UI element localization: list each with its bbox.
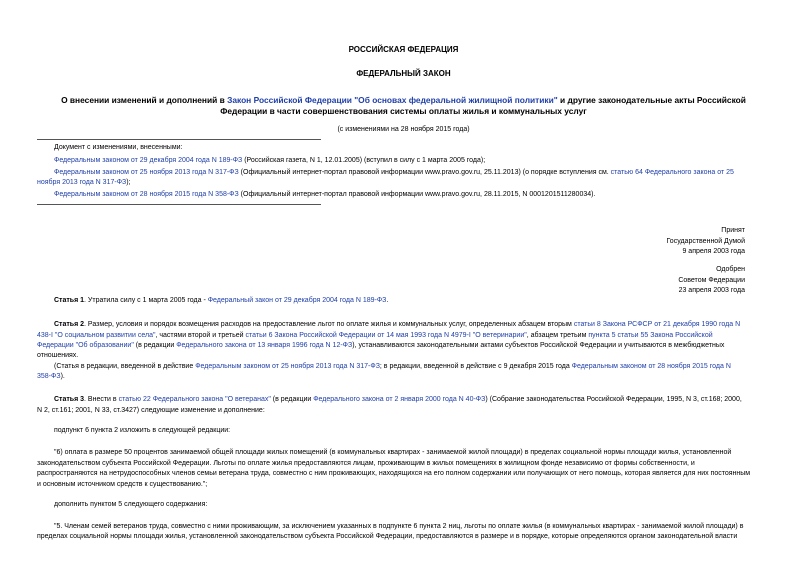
article-label: Статья 3 [54,396,85,403]
amendment-item [54,156,485,167]
article-text: (в редакции [133,342,177,349]
quote-line: пределах социальной нормы площади жилья, установленной законодательством субъекта Российской Федерации, предоставляются в размере и в порядке, которые определяются органом законодательной власти [37,533,738,540]
amendment-item [54,190,595,201]
edition-note: (с изменениями на 28 ноября 2015 года) [337,126,470,133]
adoption-accepted [666,226,745,258]
divider-bottom [37,204,321,205]
article-2 [54,320,740,331]
article-link[interactable]: статью 22 Федерального закона "О ветеранах" [118,396,271,403]
divider-top [37,139,321,140]
amendment-text: (Официальный интернет-портал правовой информации www.pravo.gov.ru, 25.11.2013) (о порядке вступления см. [238,169,611,176]
amendment-link[interactable]: статью 64 Федерального закона от 25 [610,169,734,176]
article-text: ) (Собрание законодательства Российской Федерации, 1995, N 3, ст.168; 2000, [485,396,742,403]
amendment-link[interactable]: Федеральным законом от 29 декабря 2004 года N 189-ФЗ [54,157,243,164]
quote-line: законодательством субъекта Российской Федерации. Льготы по оплате жилья предоставляются лицам, проживающим в жилых помещениях в жилищном фонде независимо от формы собственности, и [37,460,695,467]
article-text: ), устанавливаются законодательными актами субъектов Российской Федерации и учитываются в межбюджетных [352,342,725,349]
article-2-line [37,331,713,342]
amendment-link[interactable]: Федеральным законом от 28 ноября 2015 года N 358-ФЗ [54,191,239,198]
title-law-link[interactable]: Закон Российской Федерации "Об основах федеральной жилищной политики" [227,95,558,105]
title-suffix: и другие законодательные акты Российской [557,95,746,105]
article-3 [54,395,742,406]
amendments-heading: Документ с изменениями, внесенными: [54,144,183,151]
quote-line: "6) оплата в размере 50 процентов занимаемой общей площади жилых помещений (в коммунальных квартирах - занимаемой жилой площади) в пределах социальной нормы площади жилья, установленной [54,449,732,456]
article-link[interactable]: 358-ФЗ [37,373,61,380]
adoption-line: Принят [721,227,745,234]
title-prefix: О внесении изменений и дополнений в [61,95,228,105]
article-3-para: подпункт 6 пункта 2 изложить в следующей редакции: [54,427,231,434]
adoption-line: Одобрен [716,266,745,273]
article-2-line: отношениях. [37,352,79,359]
article-link[interactable]: Федеральным законом от 28 ноября 2015 года N [571,363,731,370]
article-link[interactable]: Федерального закона от 13 января 1996 года N 12-ФЗ [176,342,353,349]
adoption-line: Советом Федерации [678,276,745,284]
amendment-link[interactable]: ноября 2013 года N 317-ФЗ [37,179,127,186]
amendment-text: ); [126,179,131,186]
article-text: . [386,297,389,304]
article-text: , частями второй и третьей [155,332,246,339]
quote-line: и основным источником средств к существованию."; [37,481,208,488]
country-heading: РОССИЙСКАЯ ФЕДЕРАЦИЯ [348,45,459,54]
article-2-note-cont [37,372,65,383]
article-label: Статья 2 [54,321,85,328]
article-link[interactable]: Федерации "Об образовании" [37,342,134,349]
amendment-link[interactable]: Федеральным законом от 25 ноября 2013 года N 317-ФЗ [54,169,239,176]
doc-type-heading: ФЕДЕРАЛЬНЫЙ ЗАКОН [356,69,451,78]
article-text: . Утратила силу с 1 марта 2005 года - [84,297,208,304]
article-3-para: дополнить пунктом 5 следующего содержания: [54,501,208,508]
article-link[interactable]: статьи 6 Закона Российской Федерации от 14 мая 1993 года N 4979-I "О ветеринарии" [245,332,527,339]
article-link[interactable]: пункта 5 статьи 55 Закона Российской [588,332,713,339]
adoption-line: 9 апреля 2003 года [682,248,745,256]
article-text: . Внести в [84,396,119,403]
article-link[interactable]: 438-I "О социальном развитии села" [37,332,156,339]
quote-line: распространяются на нетрудоспособных членов семьи ветерана труда, совместно с ним проживающих, находящихся на его полном содержании или получающих от него помощь, которая является для них постоянным [37,470,751,477]
article-2-line [37,341,724,352]
article-3-line: N 2, ст.161; 2001, N 33, ст.3427) следующие изменение и дополнение: [37,407,265,414]
note-text: ). [60,373,65,380]
article-link[interactable]: Федеральный закон от 29 декабря 2004 года N 189-ФЗ [207,297,387,304]
article-1 [54,296,388,307]
document-title [0,95,807,117]
article-text: . Размер, условия и порядок возмещения расходов на предоставление льгот по оплате жилья и коммунальных услуг, определенных абзацем вторым [84,321,574,328]
note-text: ; в редакции, введенной в действие с 9 декабря 2015 года [379,363,572,370]
amendment-text: (Российская газета, N 1, 12.01.2005) (вступил в силу с 1 марта 2005 года); [242,157,486,164]
title-line2: Федерации в части совершенствования системы оплаты жилья и коммунальных услуг [220,106,587,116]
adoption-line: Государственной Думой [666,237,745,245]
article-text: (в редакции [270,396,314,403]
note-text: (Статья в редакции, введенной в действие [54,363,196,370]
article-text: , абзацем третьим [526,332,589,339]
amendment-item-cont [37,178,131,189]
article-link[interactable]: Федеральным законом от 25 ноября 2013 года N 317-ФЗ [195,363,380,370]
adoption-approved [678,265,745,297]
quote-line: "5. Членам семей ветеранов труда, совместно с ними проживающим, за исключением указанных в подпункте 6 пункта 2 ниц, льготы по оплате жилья (в коммунальных квартирах - занимаемой жилой площади) в [54,523,744,530]
article-link[interactable]: статьи 8 Закона РСФСР от 21 декабря 1990 года N [573,321,741,328]
article-link[interactable]: Федерального закона от 2 января 2000 года N 40-ФЗ [313,396,486,403]
article-label: Статья 1 [54,297,85,304]
amendment-text: (Официальный интернет-портал правовой информации www.pravo.gov.ru, 28.11.2015, N 0001201511280034). [238,191,596,198]
amendment-item [54,168,734,179]
article-2-note [54,362,731,373]
adoption-line: 23 апреля 2003 года [678,287,745,295]
